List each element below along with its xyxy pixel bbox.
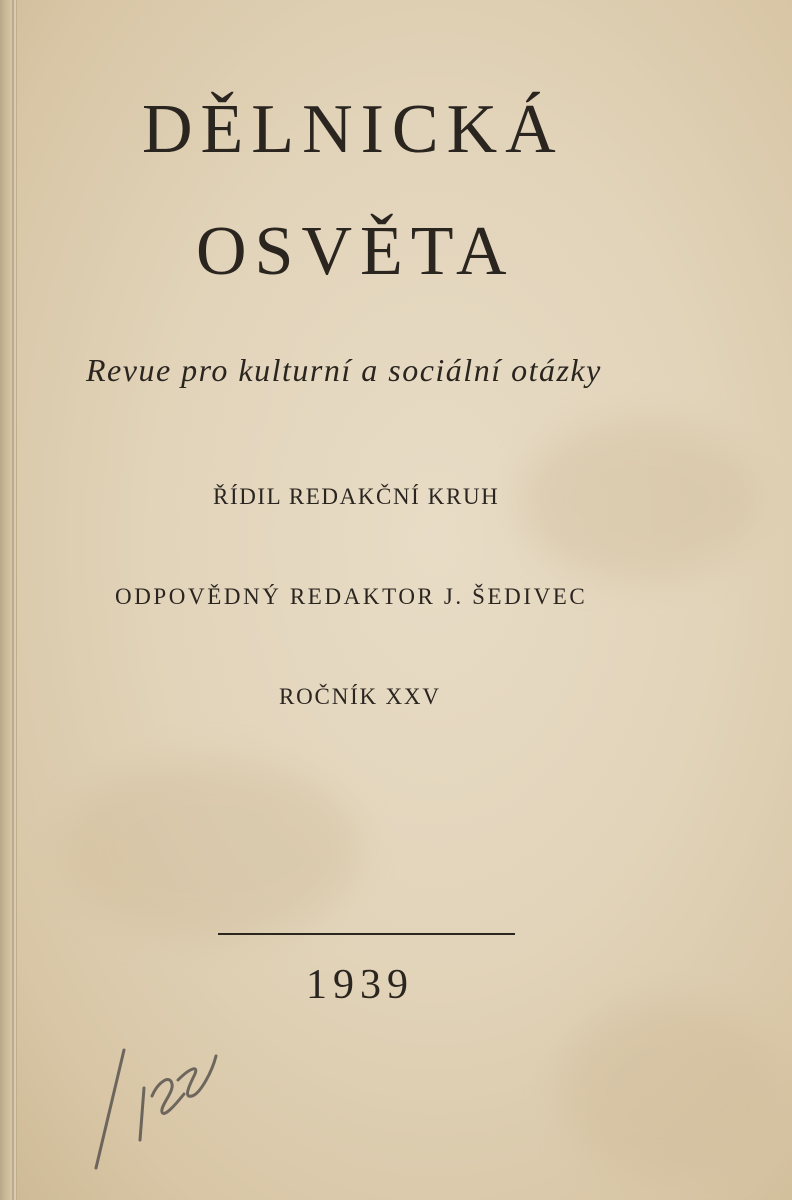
paper-stain xyxy=(60,760,360,940)
paper-stain xyxy=(560,1000,780,1180)
subtitle: Revue pro kulturní a sociální otázky xyxy=(86,352,602,388)
paper-stain xyxy=(520,420,760,580)
editorial-board-line: ŘÍDIL REDAKČNÍ KRUH xyxy=(213,484,500,509)
pencil-annotation xyxy=(80,1000,230,1190)
title-line-1: DĚLNICKÁ xyxy=(142,91,564,168)
volume-line: ROČNÍK XXV xyxy=(279,684,441,709)
responsible-editor-line: ODPOVĚDNÝ REDAKTOR J. ŠEDIVEC xyxy=(115,584,588,609)
binding-edge xyxy=(0,0,17,1200)
spine-line xyxy=(12,0,14,1200)
publication-year: 1939 xyxy=(306,962,414,1008)
title-line-2: OSVĚTA xyxy=(196,213,515,290)
horizontal-rule xyxy=(218,933,515,935)
